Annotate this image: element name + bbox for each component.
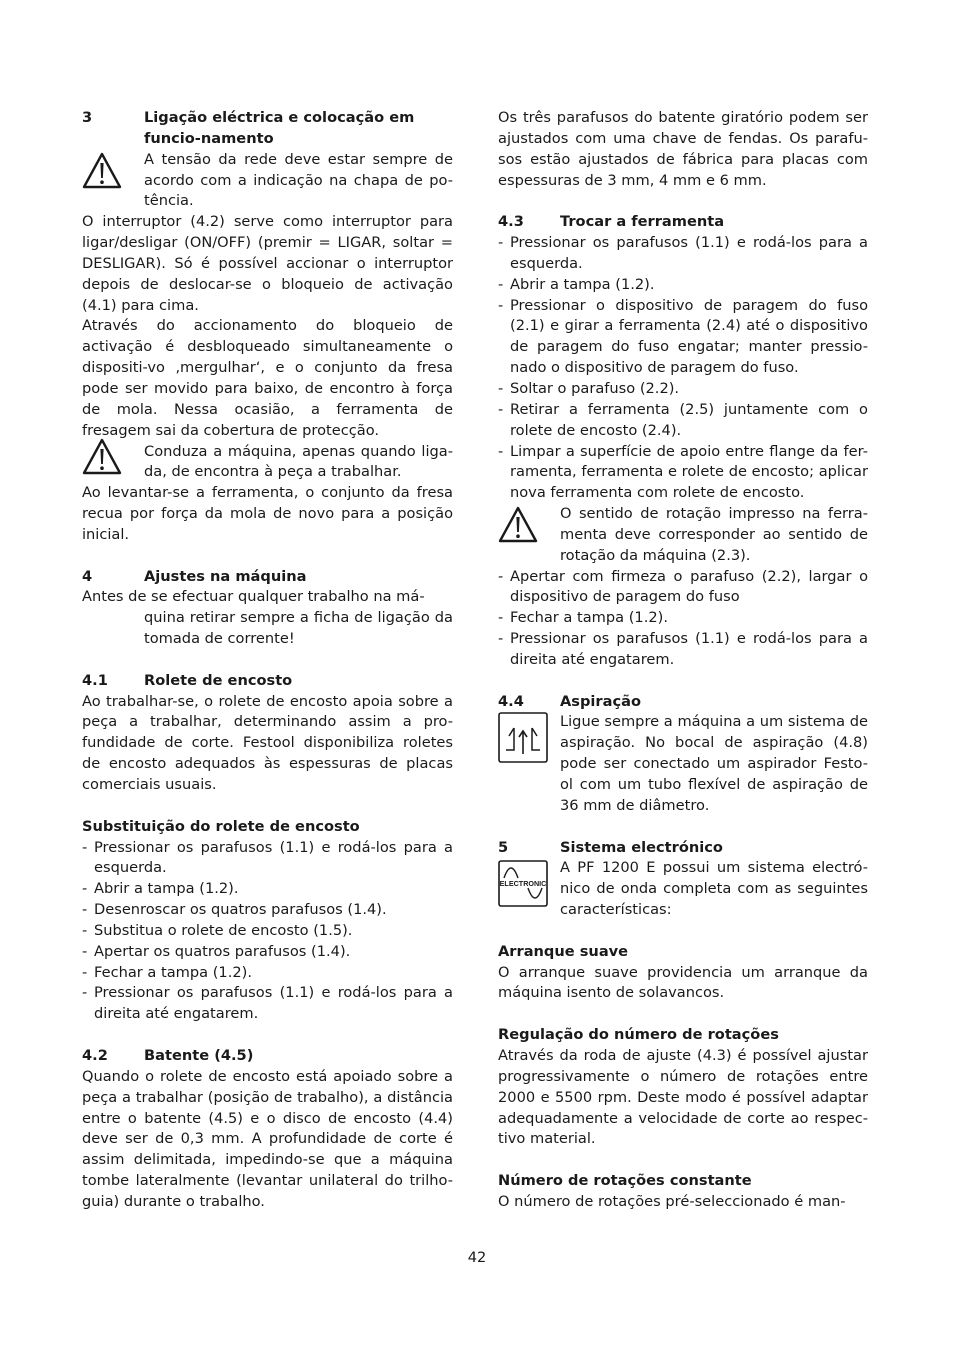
paragraph: Ao levantar-se a ferramenta, o conjunto da fresa recua por força da mola de novo para a posição inicial. bbox=[82, 484, 453, 543]
warning-text: Conduza a máquina, apenas quando liga-da, de encontra à peça a trabalhar. bbox=[144, 442, 453, 481]
bullet-list bbox=[82, 838, 453, 1026]
page-number: 42 bbox=[467, 1249, 487, 1266]
section-4-3-heading bbox=[498, 212, 868, 233]
left-column bbox=[82, 108, 453, 1213]
section-title: Ajustes na máquina bbox=[144, 567, 307, 585]
section-number: 3 bbox=[82, 109, 93, 126]
extraction-block bbox=[498, 712, 868, 816]
warning-icon bbox=[498, 504, 560, 567]
list-item: - Substitua o rolete de encosto (1.5). bbox=[82, 921, 353, 939]
section-title: Sistema electrónico bbox=[560, 838, 723, 856]
list-item: - Apertar com firmeza o parafuso (2.2), largar o dispositivo de paragem do fuso bbox=[498, 567, 868, 606]
section-number: 4 bbox=[82, 567, 93, 585]
bullet-list bbox=[498, 567, 868, 671]
section-title: Batente (4.5) bbox=[144, 1046, 254, 1064]
electronic-icon bbox=[498, 858, 560, 921]
paragraph: O arranque suave providencia um arranque da máquina isento de solavancos. bbox=[498, 963, 868, 1002]
list-item: - Soltar o parafuso (2.2). bbox=[498, 379, 680, 397]
list-item: - Pressionar os parafusos (1.1) e rodá-los para a direita até engatarem. bbox=[82, 984, 453, 1023]
warning-block bbox=[82, 150, 453, 213]
list-item: - Fechar a tampa (1.2). bbox=[82, 963, 252, 981]
section-4-2-heading bbox=[82, 1046, 453, 1067]
paragraph: Antes de se efectuar qualquer trabalho na má- bbox=[82, 588, 425, 606]
section-title: Rolete de encosto bbox=[144, 671, 293, 689]
subheading: Regulação do número de rotações bbox=[498, 1026, 779, 1044]
dust-extraction-icon bbox=[498, 712, 560, 816]
list-item: - Pressionar os parafusos (1.1) e rodá-los para a esquerda. bbox=[498, 234, 868, 272]
subheading: Número de rotações constante bbox=[498, 1172, 752, 1190]
paragraph: Através da roda de ajuste (4.3) é possível ajustar progressivamente o número de rotações entre 2000 e 5500 rpm. Deste modo é possível adaptar adequadamente a velocidade de corte ao respec-tivo material. bbox=[498, 1046, 868, 1148]
list-item: - Pressionar o dispositivo de paragem do fuso (2.1) e girar a ferramenta (2.4) até o dispositivo de paragem do fuso engatar; manter pressio-nado o dispositivo de paragem do fuso. bbox=[498, 296, 868, 377]
warning-block bbox=[498, 504, 868, 567]
paragraph: O número de rotações pré-seleccionado é man- bbox=[498, 1192, 846, 1210]
warning-text: O sentido de rotação impresso na ferra-menta deve corresponder ao sentido de rotação da máquina (2.3). bbox=[560, 505, 868, 564]
warning-text: A tensão da rede deve estar sempre de acordo com a indicação na chapa de po-tência. bbox=[144, 150, 453, 210]
list-item: - Limpar a superfície de apoio entre flange da fer-ramenta, ferramenta e rolete de encosto; aplicar nova ferramenta com rolete de encosto. bbox=[498, 442, 868, 502]
paragraph: Os três parafusos do batente giratório podem ser ajustados com uma chave de fendas. Os parafu-sos estão ajustados de fábrica para placas com espessuras de 3 mm, 4 mm e 6 mm. bbox=[498, 109, 868, 189]
warning-icon bbox=[82, 442, 144, 484]
list-item: - Desenroscar os quatros parafusos (1.4). bbox=[82, 901, 387, 919]
electronic-block bbox=[498, 858, 868, 921]
section-4-1-heading bbox=[82, 671, 453, 692]
section-3-heading bbox=[82, 108, 453, 150]
section-number: 4.2 bbox=[82, 1046, 108, 1064]
paragraph: Quando o rolete de encosto está apoiado sobre a peça a trabalhar (posição de trabalho), a distância entre o batente (4.5) e o disco de encosto (4.4) deve ser de 0,3 mm. A profundidade de corte é assim delimitada, impedindo-se que a máquina tombe lateralmente (levantar unilateral do trilho-guia) durante o trabalho. bbox=[82, 1067, 453, 1210]
section-title: Aspiração bbox=[560, 692, 641, 710]
list-item: - Pressionar os parafusos (1.1) e rodá-los para a esquerda. bbox=[82, 838, 453, 877]
section-number: 5 bbox=[498, 838, 509, 856]
list-item: - Fechar a tampa (1.2). bbox=[498, 609, 668, 627]
section-4-heading bbox=[82, 567, 453, 588]
paragraph: Através do accionamento do bloqueio de activação é desbloqueado simultaneamente o dispositi-vo ‚mergulhar‘, e o conjunto da fresa pode ser movido para baixo, de encontro à força de mola. Nessa ocasião, a ferramenta de fresagem sai da cobertura de protecção. bbox=[82, 317, 453, 439]
paragraph: A PF 1200 E possui um sistema electró-nico de onda completa com as seguintes características: bbox=[560, 859, 868, 919]
paragraph: Ao trabalhar-se, o rolete de encosto apoia sobre a peça a trabalhar, determinando assim a pro-fundidade de corte. Festool disponibiliza roletes de encosto adequados às espessuras de placas comerciais usuais. bbox=[82, 692, 453, 793]
list-item: - Pressionar os parafusos (1.1) e rodá-los para a direita até engatarem. bbox=[498, 630, 868, 668]
list-item: - Apertar os quatros parafusos (1.4). bbox=[82, 942, 351, 960]
section-4-4-heading bbox=[498, 692, 868, 713]
paragraph: Ligue sempre a máquina a um sistema de aspiração. No bocal de aspiração (4.8) pode ser conectado um aspirador Festo-ol com um tubo flexível de aspiração de 36 mm de diâmetro. bbox=[560, 713, 868, 814]
section-5-heading bbox=[498, 838, 868, 859]
section-title: Trocar a ferramenta bbox=[560, 213, 725, 231]
list-item: - Abrir a tampa (1.2). bbox=[82, 880, 239, 898]
list-item: - Abrir a tampa (1.2). bbox=[498, 275, 655, 293]
subheading: Arranque suave bbox=[498, 942, 629, 960]
warning-block bbox=[82, 442, 453, 484]
subheading: Substituição do rolete de encosto bbox=[82, 817, 360, 835]
warning-icon bbox=[82, 150, 144, 213]
svg-text:ELECTRONIC: ELECTRONIC bbox=[499, 879, 547, 889]
section-title: Ligação eléctrica e colocação em funcio-namento bbox=[144, 109, 415, 147]
section-number: 4.3 bbox=[498, 213, 524, 231]
section-number: 4.4 bbox=[498, 692, 524, 710]
list-item: - Retirar a ferramenta (2.5) juntamente com o rolete de encosto (2.4). bbox=[498, 400, 868, 439]
section-number: 4.1 bbox=[82, 671, 108, 689]
bullet-list bbox=[498, 233, 868, 504]
paragraph: O interruptor (4.2) serve como interruptor para ligar/desligar (ON/OFF) (premir = LIGAR, soltar = DESLIGAR). Só é possível accionar o interruptor depois de deslocar-se o bloqueio de activação (4.1) para cima. bbox=[82, 213, 453, 314]
right-column bbox=[498, 108, 868, 1213]
paragraph: quina retirar sempre a ficha de ligação da tomada de corrente! bbox=[144, 609, 453, 648]
